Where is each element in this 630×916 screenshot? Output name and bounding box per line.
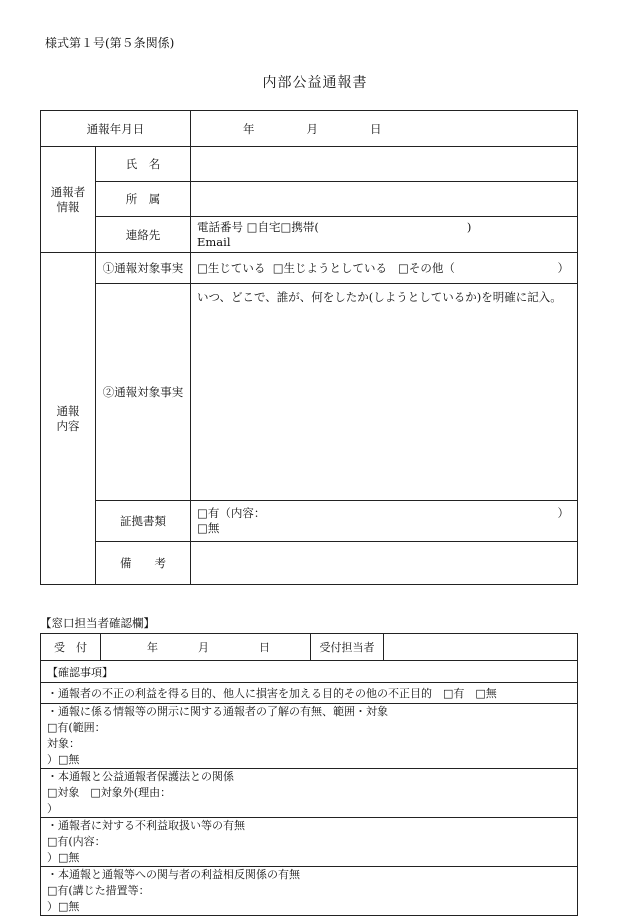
phone-options: 電話番号 □自宅□携帯( xyxy=(197,219,319,234)
fact1-field[interactable] xyxy=(191,253,578,284)
contact-field[interactable] xyxy=(191,217,578,253)
report-date-field[interactable] xyxy=(191,111,578,147)
report-content-label-1: 通報 xyxy=(56,403,80,418)
item2-close: ）□無 xyxy=(47,753,80,766)
receiver-field[interactable] xyxy=(384,634,578,661)
evidence-label: 証拠書類 xyxy=(96,501,191,542)
email-label: Email xyxy=(197,234,231,249)
reporter-info-label-2: 情報 xyxy=(56,199,80,214)
affiliation-field[interactable] xyxy=(191,182,578,217)
receipt-date-field[interactable] xyxy=(101,634,311,661)
item2-scope: □有(範囲： xyxy=(47,721,106,734)
fact2-field[interactable] xyxy=(191,284,578,501)
confirm-item-conflict-of-interest[interactable] xyxy=(41,867,578,916)
fact2-hint: いつ、どこで、誰が、何をしたか(しようとしているか)を明確に記入。 xyxy=(197,290,562,304)
fact1-option-about-to-occur[interactable]: □生じようとしている xyxy=(272,261,388,275)
evidence-close: ） xyxy=(557,506,569,520)
window-section-heading: 【窓口担当者確認欄】 xyxy=(40,616,155,630)
contact-label: 連絡先 xyxy=(96,217,191,253)
day-label: 日 xyxy=(370,121,382,136)
page-title: 内部公益通報書 xyxy=(262,75,368,91)
phone-close: ) xyxy=(466,219,472,234)
remarks-label: 備 考 xyxy=(96,542,191,585)
confirm-item-disclosure[interactable] xyxy=(41,704,578,769)
name-label: 氏 名 xyxy=(96,147,191,182)
remarks-field[interactable] xyxy=(191,542,578,585)
evidence-no[interactable]: □無 xyxy=(197,521,220,535)
confirmation-table xyxy=(40,633,578,916)
item3-options: □対象 □対象外(理由： xyxy=(47,786,172,799)
fact1-option-other[interactable]: □その他（ xyxy=(398,261,455,275)
reporter-info-label xyxy=(41,147,96,253)
item5-measures: □有(講じた措置等： xyxy=(47,884,150,897)
form-number: 様式第１号(第５条関係) xyxy=(45,36,175,50)
fact1-label: ①通報対象事実 xyxy=(96,253,191,284)
item4-title: ・通報者に対する不利益取扱い等の有無 xyxy=(47,819,245,832)
confirm-heading: 【確認事項】 xyxy=(41,661,578,683)
confirm-item-protection-law[interactable] xyxy=(41,769,578,818)
month-label: 月 xyxy=(306,121,318,136)
fact1-option-occurring[interactable]: □生じている xyxy=(197,261,266,275)
reporter-info-label-1: 通報者 xyxy=(50,184,86,199)
report-date-label: 通報年月日 xyxy=(41,111,191,147)
item4-close: ）□無 xyxy=(47,851,80,864)
name-field[interactable] xyxy=(191,147,578,182)
item4-content: □有(内容： xyxy=(47,835,106,848)
affiliation-label: 所 属 xyxy=(96,182,191,217)
item3-title: ・本通報と公益通報者保護法との関係 xyxy=(47,770,234,783)
item3-close: ） xyxy=(47,802,58,815)
fact2-label: ②通報対象事実 xyxy=(96,284,191,501)
report-content-label-2: 内容 xyxy=(56,418,80,433)
item2-target: 対象： xyxy=(47,737,80,750)
evidence-yes[interactable]: □有（内容： xyxy=(197,506,266,520)
confirm-item-disadvantage[interactable] xyxy=(41,818,578,867)
receipt-year-label: 年 xyxy=(147,641,158,654)
fact1-close: ） xyxy=(557,261,569,275)
item5-close: ）□無 xyxy=(47,900,80,913)
confirm-item-improper-purpose[interactable]: ・通報者の不正の利益を得る目的、他人に損害を加える目的その他の不正目的 □有 □無 xyxy=(41,683,578,704)
receipt-label: 受 付 xyxy=(41,634,101,661)
receipt-month-label: 月 xyxy=(198,641,209,654)
receiver-label: 受付担当者 xyxy=(311,634,384,661)
item2-title: ・通報に係る情報等の開示に関する通報者の了解の有無、範囲・対象 xyxy=(47,705,388,718)
item5-title: ・本通報と通報等への関与者の利益相反関係の有無 xyxy=(47,868,300,881)
year-label: 年 xyxy=(243,121,255,136)
evidence-field[interactable] xyxy=(191,501,578,542)
receipt-day-label: 日 xyxy=(259,641,270,654)
report-content-label xyxy=(41,253,96,585)
report-form-table xyxy=(40,110,578,585)
